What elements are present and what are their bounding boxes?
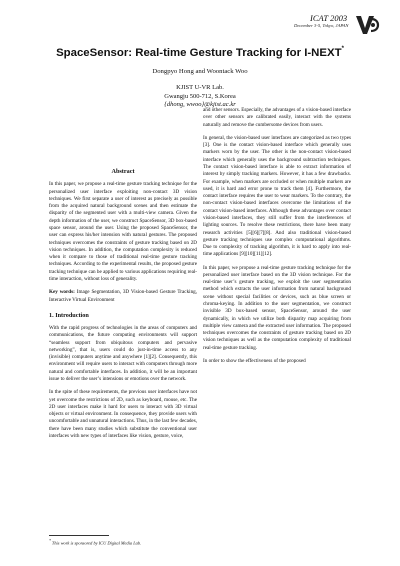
right-paragraph-3: In this paper, we propose a real-time gesture tracking technique for the personalized user interface based on the 3D vision technique. For the real-time user’s gesture tracking, we exploit the user segmentation method which extracts the user information from natural background scene without special facilities or devices, such as blue screen or chroma-keying. In addition to the user segmentation, we construct invisible 3D box-based sensor, SpaceSensor, around the user dynamically, in which we utilize both disparity map acquiring from multiple view camera and the extracted user information. The proposed techniques overcomes the constraints of gesture tracking based on 2D vision techniques as well as the computation complexity of traditional real-time gesture tracking. (203, 264, 351, 351)
conference-date-place: December 3-5, Tokyo, JAPAN (294, 23, 349, 28)
conference-header (294, 13, 354, 29)
introduction-heading: 1. Introduction (49, 311, 89, 319)
paper-authors: Dongpyo Hong and Woontack Woo (152, 68, 248, 75)
footnote-text: This work is sponsored by ICU Digital Media Lab. (51, 540, 142, 546)
conference-name: ICAT 2003 (310, 13, 348, 23)
paper-title-text: SpaceSensor: Real-time Gesture Tracking for I-NEXT (56, 47, 342, 59)
abstract-heading: Abstract (111, 168, 135, 175)
author-email: {dhong, wwoo}@kjist.ac.kr (164, 101, 236, 109)
introduction-paragraph-1: With the rapid progress of technologies in the areas of computers and communications, the future computing environments will support “seamless support from ubiquitous computers and pervasive networking”, that is, users could do just-in-time access to any (invisible) computers anytime and anywhere [1][2]. Consequently, this environment will require users to interact with computers through more natural and comfortable interfaces. In addition, it will be an important issue to deliver the user’s intensions or emotions over the network. (49, 325, 197, 383)
right-column (203, 107, 351, 371)
title-footnote-mark: * (341, 46, 344, 52)
abstract-body: In this paper, we propose a real-time gesture tracking technique for the personalized user interface exploiting non-contact 3D vision techniques. We first separate a user of interest as precisely as possible from the acquired natural background scenes and then estimate the disparity of the segmented user with a multi-view camera. Given the depth information of the user, we construct SpaceSensor, 3D box-based space sensor, around the user. Using the proposed SpaceSensor, the user can express his/her intension with natural gestures. The proposed techniques overcomes the constraints of gesture tracking based on 2D vision techniques. In addition, the computation complexity is reduced when it compare to those of traditional real-time gesture tracking techniques. According to the experimental results, the proposed gesture tracking technique can be applied to various applications requiring real-time interaction, without loss of generality. (49, 181, 197, 282)
introduction-paragraph-2: In the spite of these requirements, the previous user interfaces have not yet overcome the restrictions of 2D, such as keyboard, mouse, etc. The 2D user interfaces make it hard for users to interact with 3D virtual objects or virtual environment. In consequence, they provide users with uncomfortable and unnatural interactions. Thus, in the last few decades, there have been many studies which substitute the conventional user interfaces with new types of interfaces like vision, gesture, voice, (49, 389, 197, 439)
keywords-text: Image Segmentation, 3D Vision-based Gesture Tracking, Interactive Virtual Environment (49, 289, 197, 303)
keywords-label: Key words: (49, 289, 75, 296)
footnote-divider (49, 535, 109, 536)
left-column (49, 168, 197, 446)
affiliation-address: Gwangju 500-712, S.Korea (164, 92, 236, 100)
paper-title (0, 47, 400, 59)
keywords (49, 289, 197, 304)
right-paragraph-1: and other sensors. Especially, the advantages of a vision-based interface over other sensors are calibrated easily, interact with the systems naturally and remove the cumbersome devices from users. (203, 107, 351, 128)
vrsj-logo-icon (354, 13, 380, 37)
affiliation-lab: KJIST U-VR Lab. (176, 84, 224, 91)
footnote (49, 539, 141, 545)
right-paragraph-4: In order to show the effectiveness of the proposed (203, 358, 306, 364)
right-paragraph-2: In general, the vision-based user interfaces are categorized as two types [3]. One is the contact vision-based interface which generally uses markers worn by the user. The other is the non-contact vision-based interface which generally uses the background subtraction techniques. The contact vision-based interface is able to extract information of interest by simply tracking markers. However, it has a few drawbacks. For example, when markers are occluded or when multiple markers are used, it is hard and error prone to track them [4]. Furthermore, the contact interface requires the user to wear markers. To the contrary, the non-contact vision-based interfaces overcome the limitations of the contact vision-based interfaces. Although these advantages over contact vision-based interfaces, they still suffer from the interferences of lighting sources. To resolve these restrictions, there have been many research activities [5][6][7][8]. And also traditional vision-based gesture tracking techniques use complex computational algorithms. Due to complexity of tracking algorithm, it is hard to apply into real-time applications [9][10][11][12]. (203, 134, 351, 258)
footnote-mark: * (49, 539, 51, 543)
